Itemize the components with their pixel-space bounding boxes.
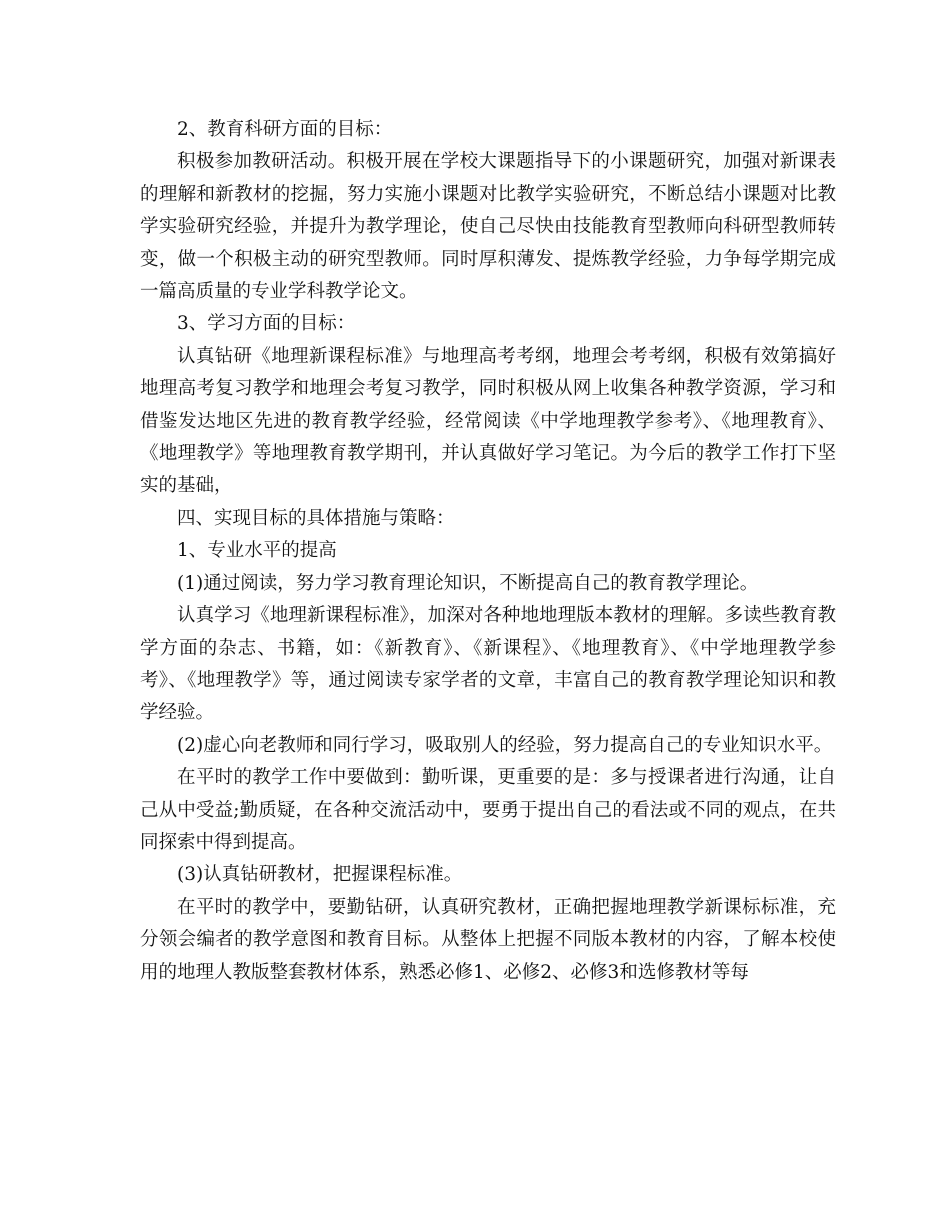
item-1-reading: (1)通过阅读，努力学习教育理论知识，不断提高自己的教育教学理论。 <box>177 572 759 594</box>
item-3-textbook: (3)认真钻研教材，把握课程标准。 <box>177 864 463 886</box>
heading-measures: 四、实现目标的具体措施与策略： <box>177 507 455 529</box>
heading-study-goals: 3、学习方面的目标： <box>177 313 356 335</box>
paragraph-textbook: 在平时的教学中，要勤钻研，认真研究教材，正确把握地理教学新课标标准，充分领会编者的教学意图和教育目标。从整体上把握不同版本教材的内容，了解本校使用的地理人教版整套教材体系，熟悉必修1、必修2、必修3和选修教材等每 <box>140 896 836 983</box>
paragraph-reading: 认真学习《地理新课程标准》，加深对各种地地理版本教材的理解。多读些教育教学方面的杂志、书籍，如：《新教育》、《新课程》、《地理教育》、《中学地理教学参考》、《地理教学》等，通过阅读专家学者的文章，丰富自己的教育教学理论知识和教学经验。 <box>140 605 836 724</box>
heading-professional-level: 1、专业水平的提高 <box>177 540 337 562</box>
paragraph-research-goals: 积极参加教研活动。积极开展在学校大课题指导下的小课题研究，加强对新课表的理解和新教材的挖掘，努力实施小课题对比教学实验研究，不断总结小课题对比教学实验研究经验，并提升为教学理论，使自己尽快由技能教育型教师向科研型教师转变，做一个积极主动的研究型教师。同时厚积薄发、提炼教学经验，力争每学期完成一篇高质量的专业学科教学论文。 <box>140 151 836 303</box>
document-body <box>140 114 836 989</box>
heading-research-goals: 2、教育科研方面的目标： <box>177 119 393 140</box>
paragraph-learning: 在平时的教学工作中要做到：勤听课，更重要的是：多与授课者进行沟通，让自己从中受益;勤质疑，在各种交流活动中，要勇于提出自己的看法或不同的观点，在共同探索中得到提高。 <box>140 767 836 853</box>
paragraph-study-goals: 认真钻研《地理新课程标准》与地理高考考纲，地理会考考纲，积极有效第搞好地理高考复习教学和地理会考复习教学，同时积极从网上收集各种教学资源，学习和借鉴发达地区先进的教育教学经验，经常阅读《中学地理教学参考》、《地理教育》、《地理教学》等地理教育教学期刊，并认真做好学习笔记。为今后的教学工作打下坚实的基础， <box>140 345 836 497</box>
item-2-learning: (2)虚心向老教师和同行学习，吸取别人的经验，努力提高自己的专业知识水平。 <box>177 734 833 756</box>
